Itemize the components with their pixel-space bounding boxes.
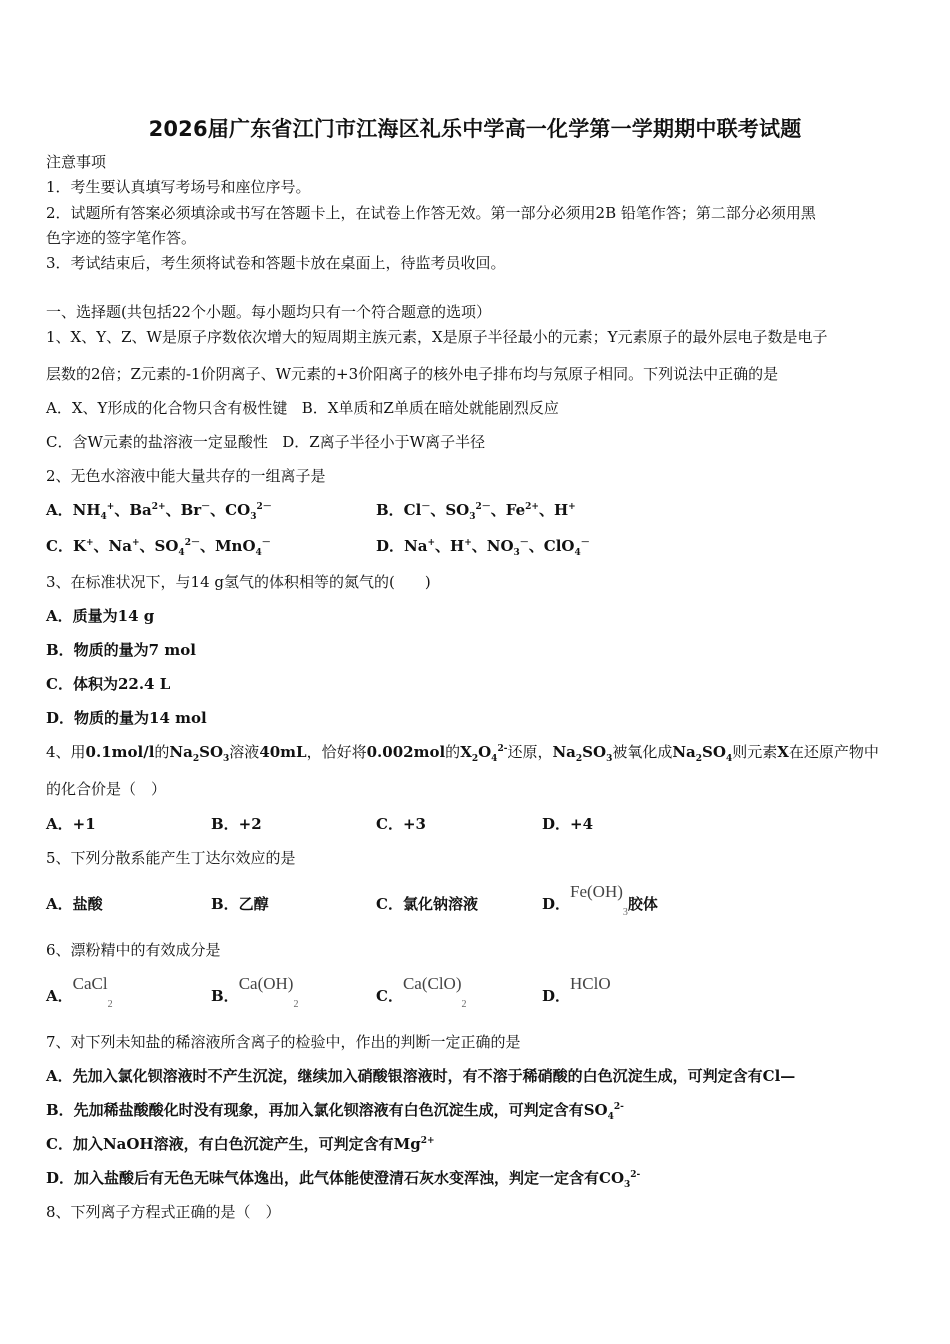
q4-option-d: D．+4 (542, 815, 594, 833)
q6-stem: 6、漂粉精中的有效成分是 (46, 941, 221, 959)
q4-option-c: C．+3 (376, 815, 426, 833)
q7-option-c: C．加入NaOH溶液，有白色沉淀产生，可判定含有$Mg^{2+}$ (46, 1135, 435, 1153)
fe-oh3-formula: $Fe(OH)_3$ (570, 882, 628, 919)
q5-option-c: C．氯化钠溶液 (376, 895, 478, 913)
q3-option-a: A．质量为14 g (46, 607, 155, 625)
q1-stem-line2: 层数的2倍；Z元素的-1价阴离子、W元素的+3价阳离子的核外电子排布均与氖原子相同。下列说法中正确的是 (46, 365, 779, 383)
q1-options-cd (46, 432, 485, 452)
notice-item-2-cont: 色字迹的签字笔作答。 (46, 229, 197, 247)
q7-option-b: B．先加稀盐酸酸化时没有现象，再加入氯化钡溶液有白色沉淀生成，可判定含有$SO_4^{2-}$ (46, 1101, 624, 1122)
q1-option-b: B．X单质和Z单质在暗处就能剧烈反应 (301, 399, 559, 417)
q5-option-b: B．乙醇 (211, 895, 269, 913)
cacl2-formula: CaCl$_2$ (72, 974, 113, 1011)
section-heading: 一、选择题(共包括22个小题。每小题均只有一个符合题意的选项） (46, 303, 491, 321)
q4-stem-line1: 4、用0.1mol/l的$Na_2SO_3$溶液40mL，恰好将0.002mol的$X_2O_4^{2-}$还原，$Na_2SO_3$被氧化成$Na_2SO_4$则元素X在还原产物中 (46, 743, 879, 764)
q5-option-a: A．盐酸 (46, 895, 103, 913)
q4-option-b: B．+2 (211, 815, 262, 833)
q1-option-c: C．含W元素的盐溶液一定显酸性 (46, 433, 268, 451)
q2-option-b: B．Cl－、$SO_3^{2-}$、$Fe^{2+}$、H+ (376, 501, 576, 522)
q1-option-a: A．X、Y形成的化合物只含有极性键 (46, 399, 288, 417)
notice-item-3: 3．考试结束后，考生须将试卷和答题卡放在桌面上，待监考员收回。 (46, 254, 506, 272)
q1-options-ab (46, 398, 559, 418)
q3-option-c: C．体积为22.4 L (46, 675, 171, 693)
caclo2-formula: $Ca(ClO)_2$ (402, 974, 467, 1011)
q5-option-d: D．$Fe(OH)_3$胶体 (542, 882, 658, 919)
notice-item-2: 2．试题所有答案必须填涂或书写在答题卡上，在试卷上作答无效。第一部分必须用2B 铅笔作答；第二部分必须用黑 (46, 204, 816, 222)
notice-heading: 注意事项 (46, 153, 107, 171)
hclo-formula: HClO (570, 974, 611, 993)
q2-option-d: D．Na+、H+、$NO_3^-$、ClO$_4$－ (376, 537, 590, 558)
q3-option-b: B．物质的量为7 mol (46, 641, 196, 659)
q8-stem: 8、下列离子方程式正确的是（ ） (46, 1203, 281, 1221)
q1-stem-line1: 1、X、Y、Z、W是原子序数依次增大的短周期主族元素，X是原子半径最小的元素；Y元素原子的最外层电子数是电子 (46, 328, 828, 346)
q6-option-d: D．HClO (542, 974, 611, 1005)
q2-stem: 2、无色水溶液中能大量共存的一组离子是 (46, 467, 326, 485)
q3-stem: 3、在标准状况下，与14 g氢气的体积相等的氮气的( ) (46, 573, 431, 591)
q7-stem: 7、对下列未知盐的稀溶液所含离子的检验中，作出的判断一定正确的是 (46, 1033, 521, 1051)
q2-option-a: A．$NH_4^+$、$Ba^{2+}$、Br－、$CO_3^{2-}$ (46, 501, 272, 522)
q7-option-d: D．加入盐酸后有无色无味气体逸出，此气体能使澄清石灰水变浑浊，判定一定含有$CO_3^{2-}$ (46, 1169, 641, 1190)
page-title: 2026届广东省江门市江海区礼乐中学高一化学第一学期期中联考试题 (148, 117, 802, 141)
q6-option-c: C．$Ca(ClO)_2$ (376, 974, 467, 1011)
q3-option-d: D．物质的量为14 mol (46, 709, 207, 727)
q5-stem: 5、下列分散系能产生丁达尔效应的是 (46, 849, 296, 867)
q6-option-b: B．$Ca(OH)_2$ (211, 974, 299, 1011)
q1-option-d: D．Z离子半径小于W离子半径 (282, 433, 486, 451)
notice-item-1: 1．考生要认真填写考场号和座位序号。 (46, 178, 311, 196)
q4-option-a: A．+1 (46, 815, 96, 833)
caoh2-formula: $Ca(OH)_2$ (238, 974, 299, 1011)
q7-option-a: A．先加入氯化钡溶液时不产生沉淀，继续加入硝酸银溶液时，有不溶于稀硝酸的白色沉淀生成，可判定含有Cl— (46, 1067, 796, 1085)
q4-stem-line2: 的化合价是（ ） (46, 780, 167, 798)
q6-option-a: A．CaCl$_2$ (46, 974, 113, 1011)
q2-option-c: C．K+、Na+、$SO_4^{2-}$、MnO$_4$－ (46, 537, 271, 558)
